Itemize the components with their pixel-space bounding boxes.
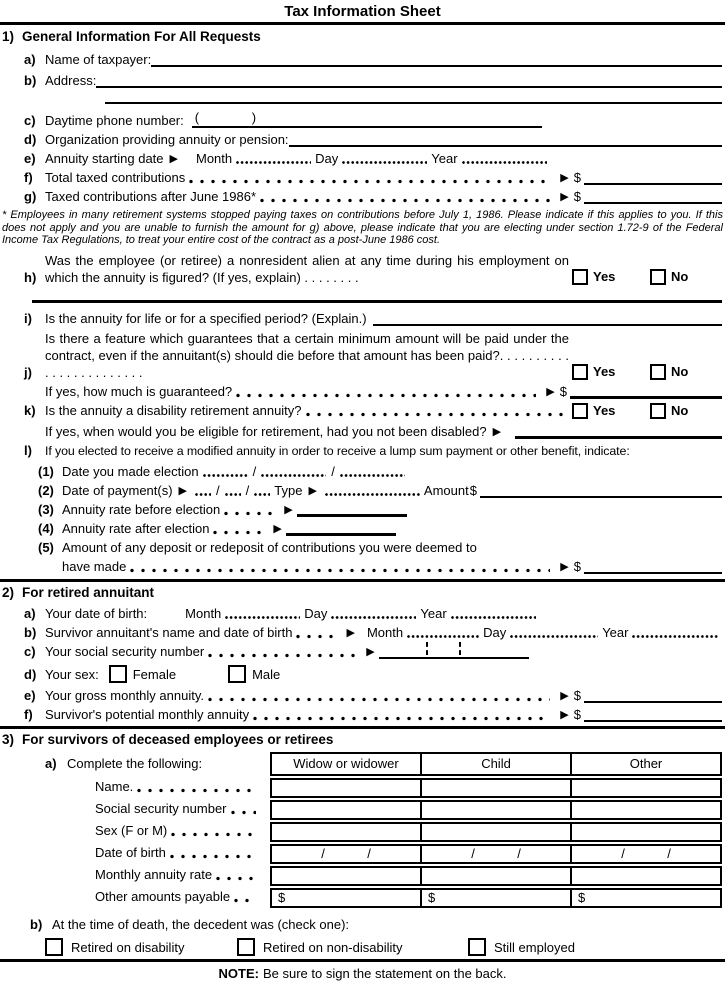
month-label: Month [196,151,233,166]
row-1g [0,186,722,205]
item-letter: d) [24,132,37,147]
modified-annuity-label: If you elected to receive a modified annuity in order to receive a lump sum payment or other benefit, indicate: [45,443,630,458]
annuity-start-label: Annuity starting date [45,151,164,166]
item-letter: d) [24,666,37,682]
address-field-2[interactable] [105,101,722,104]
slash: / [331,463,335,479]
row-1l5b [0,556,722,575]
divider-section-2 [0,579,725,582]
rate-before-label: Annuity rate before election [62,501,221,517]
table-header-row [270,752,722,776]
table-row-label [33,820,270,842]
yes-checkbox[interactable] [572,269,588,285]
item-letter: c) [24,643,36,659]
item-letter: c) [24,113,36,128]
dot-leader [231,809,257,815]
day-field[interactable] [331,614,416,620]
day-label: Day [483,624,507,640]
arrow-icon [560,188,568,205]
dob-row-label: Date of birth [95,844,166,860]
ssn-field[interactable] [379,643,529,659]
item-letter: i) [24,310,32,326]
month-label: Month [185,605,222,621]
page-title: Tax Information Sheet [284,3,441,20]
section-1-title: General Information For All Requests [22,29,261,44]
address-field[interactable] [96,85,722,88]
note-text: Be sure to sign the statement on the back. [262,965,507,981]
male-label: Male [252,666,281,682]
rate-after-label: Annuity rate after election [62,520,210,536]
row-1j [0,330,722,381]
female-checkbox[interactable] [109,665,127,683]
row-2f [0,704,722,723]
sex-row-label: Sex (F or M) [95,822,168,838]
item-letter: j) [24,364,32,380]
item-letter: k) [24,402,36,418]
dollar-sign: $ [278,889,286,905]
dollar-sign: $ [573,558,581,574]
row-3a [33,752,270,776]
item-letter: g) [24,189,37,204]
year-label: Year [420,605,447,621]
paren-open: ( [194,110,200,125]
type-field[interactable] [325,491,420,497]
dot-leader [213,529,263,535]
arrow-icon [493,423,501,440]
survivors-table [270,752,722,908]
rate-before-field[interactable] [297,514,407,517]
item-letter: l) [24,442,32,458]
table-row-monthly-rate [270,866,722,886]
no-checkbox[interactable] [650,364,666,380]
item-letter: a) [24,52,36,67]
rate-cell-child[interactable] [420,868,570,884]
dot-leader [189,178,550,184]
dollar-sign: $ [573,170,581,185]
row-1l5 [0,539,722,556]
yes-option[interactable] [572,364,650,380]
survivors-table-block [33,752,722,908]
monthly-rate-row-label: Monthly annuity rate [95,866,213,882]
retirement-eligibility-field[interactable] [515,436,722,439]
arrow-icon [560,169,568,186]
slash: / [667,845,671,861]
item-letter: f) [24,170,33,185]
dot-leader [208,696,550,702]
taxed-after-1986-field[interactable] [584,201,722,204]
note-line [0,966,725,982]
retired-nondisability-option[interactable] [237,938,468,956]
dot-leader [208,652,356,658]
sex-cell-other[interactable] [570,824,720,840]
row-1b [0,70,722,89]
section-2-title: For retired annuitant [22,584,155,600]
rate-cell-widow[interactable] [272,868,420,884]
ssn-cell-child[interactable] [420,802,570,818]
yes-label: Yes [593,363,616,379]
female-label: Female [132,666,177,682]
address-label: Address: [45,73,97,88]
divider-bottom [0,959,725,962]
retired-disability-checkbox[interactable] [45,938,63,956]
row-1e [0,148,722,167]
section-3-heading [0,732,725,748]
month-field[interactable] [236,159,311,165]
table-row-other-amounts [270,888,722,908]
dob-label: Your date of birth: [45,605,148,621]
no-option[interactable] [650,364,688,380]
slash: / [471,845,475,861]
ssn-row-label: Social security number [95,800,227,816]
row-3b [0,916,722,933]
day-label: Day [304,605,328,621]
row-1k2 [0,421,722,440]
amount-cell-child[interactable] [420,890,570,906]
dot-leader [130,567,550,573]
guaranteed-amount-field[interactable] [570,396,722,399]
arrow-icon [273,520,281,537]
sex-cell-widow[interactable] [272,824,420,840]
rate-after-field[interactable] [286,533,396,536]
name-cell-child[interactable] [420,780,570,796]
section-2-heading [0,585,725,601]
yes-checkbox[interactable] [572,403,588,419]
decedent-status-label: At the time of death, the decedent was (check one): [52,916,350,932]
row-2b [0,622,722,641]
section-3-number: 3) [2,731,15,747]
phone-label: Daytime phone number: [45,113,184,128]
arrow-icon [179,482,187,499]
no-checkbox[interactable] [650,403,666,419]
section-3-title: For survivors of deceased employees or retirees [22,731,334,747]
election-date-label: Date you made election [62,463,199,479]
total-taxed-label: Total taxed contributions [45,170,186,185]
other-amounts-row-label: Other amounts payable [95,888,231,904]
section-2-number: 2) [2,584,15,600]
dot-leader [137,787,256,793]
survivor-annuity-label: Survivor's potential monthly annuity [45,706,250,722]
amount-label: Amount [423,482,469,498]
arrow-icon [560,687,568,704]
ssn-label: Your social security number [45,643,205,659]
row-2c [0,641,722,660]
payment-date-field[interactable] [195,491,211,497]
divider-section-3 [0,726,725,729]
complete-following-label: Complete the following: [67,755,203,771]
dot-leader [224,510,274,516]
yes-no-group [572,364,722,380]
name-cell-other[interactable] [570,780,720,796]
row-1h-explain [0,294,722,304]
sub-item-number: (3) [38,501,54,517]
type-label: Type [274,482,303,498]
divider-top [0,22,725,25]
organization-field[interactable] [289,144,722,147]
explain-field[interactable] [32,300,722,303]
guarantee-feature-question: Is there a feature which guarantees that a certain minimum amount will be paid under the contract, even if the annuitant(s) should die before that amount has been paid?. . . . . . . . . . . . . . . . . . . . . . . . [45,330,569,380]
phone-field[interactable] [192,110,542,128]
row-2a [0,603,722,622]
survivor-annuity-field[interactable] [584,719,722,722]
disability-annuity-label: Is the annuity a disability retirement annuity? [45,402,302,418]
footnote: * Employees in many retirement systems stopped paying taxes on contributions before July 1, 1986. Please indicate if this applies to you. If this does not apply and you are unable to furnish the amount for g) above, please indicate that you are electing under section 1.72-9 of the Federal Income Tax Regulations, to treat your entire cost of the contract as a post-June 1986 cost. [2,209,723,246]
yes-option[interactable] [572,269,650,285]
life-or-period-field[interactable] [373,323,722,326]
retired-nondisability-checkbox[interactable] [237,938,255,956]
gross-annuity-label: Your gross monthly annuity. [45,687,204,703]
dollar-sign: $ [578,889,586,905]
section-1-number: 1) [2,29,15,44]
dot-leader [296,633,336,639]
column-header-other: Other [570,754,720,774]
deposit-field[interactable] [584,571,722,574]
table-row-label [33,842,270,864]
column-header-child: Child [420,754,570,774]
row-1j2 [0,381,722,400]
dob-cell-other[interactable] [570,846,720,862]
row-1a [0,49,722,68]
row-1f [0,167,722,186]
sex-label: Your sex: [45,666,99,682]
slash: / [321,845,325,861]
slash: / [621,845,625,861]
year-field[interactable] [632,633,718,639]
arrow-icon [284,501,292,518]
arrow-icon [308,482,316,499]
name-row-label: Name. [95,778,134,794]
no-option[interactable] [650,269,688,285]
survivor-name-dob-label: Survivor annuitant's name and date of birth [45,624,293,640]
taxed-after-1986-label: Taxed contributions after June 1986* [45,189,257,204]
dot-leader [236,392,536,398]
sub-item-number: (1) [38,463,54,479]
sub-item-number: (5) [38,539,54,555]
dot-leader [253,715,550,721]
guaranteed-amount-label: If yes, how much is guaranteed? [45,383,233,399]
nonresident-alien-question: Was the employee (or retiree) a nonresident alien at any time during his employment on which the annuity is figured? (If yes, explain) . . . . . . . . [45,252,569,285]
dollar-sign: $ [428,889,436,905]
row-1c [0,108,722,129]
dot-leader [260,197,550,203]
retired-nondisability-label: Retired on non-disability [263,939,403,955]
table-row-label [33,798,270,820]
slash: / [517,845,521,861]
yes-label: Yes [593,268,616,284]
table-row-label [33,864,270,886]
slash: / [367,845,371,861]
dot-leader [216,875,256,881]
no-option[interactable] [650,403,688,419]
month-field[interactable] [407,633,479,639]
retired-disability-label: Retired on disability [71,939,185,955]
item-letter: e) [24,151,36,166]
month-field[interactable] [225,614,300,620]
yes-option[interactable] [572,403,650,419]
row-1l2 [0,480,722,499]
item-letter: b) [30,916,43,932]
month-label: Month [366,624,404,640]
year-field[interactable] [462,159,547,165]
row-3b-options [0,935,722,956]
total-taxed-field[interactable] [584,182,722,185]
sex-cell-child[interactable] [420,824,570,840]
sub-item-number: (4) [38,520,54,536]
item-letter: b) [24,624,37,640]
row-1b2 [0,95,722,105]
no-checkbox[interactable] [650,269,666,285]
yes-no-group [572,269,722,285]
dollar-sign: $ [573,189,581,204]
still-employed-label: Still employed [494,939,575,955]
election-date-field[interactable] [203,472,248,478]
item-letter: f) [24,706,33,722]
dollar-sign: $ [559,383,567,399]
ssn-divider [426,642,428,655]
dob-cell-child[interactable] [420,846,570,862]
section-1-heading [0,29,725,45]
table-row-label [33,776,270,798]
sub-item-number: (2) [38,482,54,498]
table-row-label [33,886,270,908]
payment-date-field[interactable] [225,491,241,497]
deposit-label-2: have made [62,558,127,574]
dot-leader [170,853,256,859]
yes-label: Yes [593,402,616,418]
paren-close: ) [251,110,257,125]
arrow-icon [560,558,568,575]
dot-leader [234,897,256,903]
row-1l4 [0,518,722,537]
table-row-dob [270,844,722,864]
item-letter: a) [45,755,57,771]
organization-label: Organization providing annuity or pension: [45,132,289,147]
retirement-eligibility-label: If yes, when would you be eligible for retirement, had you not been disabled? [45,423,487,439]
retired-disability-option[interactable] [45,938,237,956]
election-date-field[interactable] [340,472,405,478]
table-row-name [270,778,722,798]
row-1d [0,129,722,148]
note-label: NOTE: [218,965,259,981]
deposit-label: Amount of any deposit or redeposit of contributions you were deemed to [62,539,477,555]
amount-cell-widow[interactable] [272,890,420,906]
dollar-sign: $ [469,482,477,498]
no-label: No [671,363,689,379]
yes-checkbox[interactable] [572,364,588,380]
dollar-sign: $ [573,706,581,722]
life-or-period-label: Is the annuity for life or for a specified period? (Explain.) [45,310,367,326]
name-cell-widow[interactable] [272,780,420,796]
row-1i [0,308,722,327]
amount-field[interactable] [480,495,722,498]
payment-date-field[interactable] [254,491,270,497]
ssn-cell-widow[interactable] [272,802,420,818]
dot-leader [171,831,256,837]
column-header-widow: Widow or widower [293,755,399,771]
arrow-icon [346,624,354,641]
slash: / [216,482,220,498]
taxpayer-name-field[interactable] [151,64,722,67]
item-letter: h) [24,269,37,285]
row-1h [0,252,722,286]
arrow-icon [560,706,568,723]
row-1k [0,400,722,419]
arrow-icon [366,643,374,660]
amount-cell-other[interactable] [570,890,720,906]
taxpayer-name-label: Name of taxpayer: [45,52,152,67]
day-field[interactable] [342,159,427,165]
ssn-cell-other[interactable] [570,802,720,818]
slash: / [252,463,257,479]
row-1l1 [0,461,722,480]
item-letter: e) [24,687,36,703]
still-employed-option[interactable] [468,938,575,956]
election-date-field[interactable] [261,472,326,478]
yes-no-group [572,403,722,419]
day-field[interactable] [510,633,598,639]
row-1l [0,442,722,459]
gross-annuity-field[interactable] [584,700,722,703]
table-row-sex [270,822,722,842]
dot-leader [306,411,568,417]
no-label: No [671,402,689,418]
year-label: Year [602,624,629,640]
row-2e [0,685,722,704]
survivors-table-labels [33,752,270,908]
dob-cell-widow[interactable] [272,846,420,862]
no-label: No [671,268,689,284]
arrow-icon [170,150,178,167]
item-letter: a) [24,605,36,621]
still-employed-checkbox[interactable] [468,938,486,956]
rate-cell-other[interactable] [570,868,720,884]
day-label: Day [315,151,339,166]
dollar-sign: $ [573,687,581,703]
payment-date-label: Date of payment(s) [62,482,173,498]
row-1l3 [0,499,722,518]
item-letter: b) [24,73,37,88]
arrow-icon [546,383,554,400]
year-field[interactable] [451,614,536,620]
slash: / [245,482,250,498]
ssn-divider [459,642,461,655]
year-label: Year [431,151,458,166]
row-2d [0,662,722,683]
table-row-ssn [270,800,722,820]
male-checkbox[interactable] [228,665,246,683]
